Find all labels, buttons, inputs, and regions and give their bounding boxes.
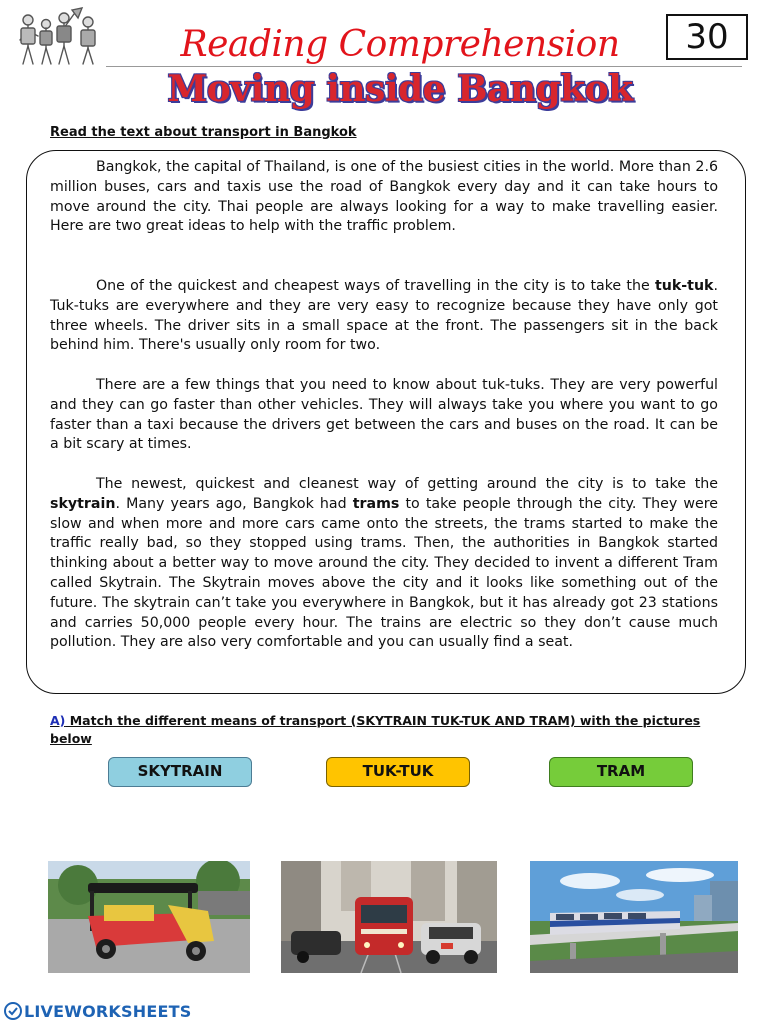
- paragraph-2-text-b: . Tuk-tuks are everywhere and they are very easy to recognize because they have only got three wheels. The driver sits in a small space at the front. The passengers sit in the back behind him. There's usually only room for two.: [50, 278, 718, 354]
- skytrain-label[interactable]: SKYTRAIN: [108, 757, 252, 787]
- skytrain-photo[interactable]: [530, 861, 738, 973]
- tram-label[interactable]: TRAM: [549, 757, 693, 787]
- keyword-skytrain: skytrain: [50, 495, 116, 512]
- keyword-tuk-tuk: tuk-tuk: [654, 278, 714, 294]
- tuk-tuk-photo[interactable]: [48, 861, 250, 973]
- keyword-trams: trams: [352, 495, 400, 512]
- page-title: Reading Comprehension: [180, 24, 620, 65]
- paragraph-4-text-b: . Many years ago, Bangkok had: [115, 495, 353, 512]
- page-subtitle: Moving inside Bangkok: [167, 68, 633, 110]
- liveworksheets-logo: [4, 1001, 191, 1023]
- paragraph-4-text-a: The newest, quickest and cleanest way of getting around the city is to take the: [96, 476, 718, 492]
- brand-name: LIVEWORKSHEETS: [24, 1002, 192, 1021]
- paragraph-2: [50, 277, 718, 356]
- reading-instruction: Read the text about transport in Bangkok: [50, 125, 357, 140]
- liveworksheets-icon: [4, 1002, 22, 1020]
- question-letter: A): [50, 713, 66, 728]
- paragraph-4: [50, 475, 718, 653]
- tram-photo[interactable]: [281, 861, 497, 973]
- question-text: Match the different means of transport (SKYTRAIN TUK-TUK AND TRAM) with the pictures below: [50, 713, 701, 746]
- tuk-tuk-label[interactable]: TUK-TUK: [326, 757, 470, 787]
- paragraph-1-text: Bangkok, the capital of Thailand, is one of the busiest cities in the world. More than 2.6 million buses, cars and taxis use the road of Bangkok every day and it can take hours to move around the city. Thai people are always looking for a way to make travelling easier. Here are two great ideas to help with the traffic problem.: [50, 159, 718, 235]
- paragraph-4-text-c: to take people through the city. They were slow and when more and more cars came onto the streets, the trams started to make the traffic really bad, so they stopped using trams. Then, the authorities in Bangkok started thinking about a better way to move around the city. They decided to invent a different Tram called Skytrain. The Skytrain moves above the city and it looks like something out of the future. The skytrain can’t take you everywhere in Bangkok, but it has already got 23 stations and carries 50,000 people every hour. The trains are electric so they don’t cause much pollution. They are also very comfortable and you can usually find a seat.: [50, 495, 719, 651]
- question-a: [50, 712, 720, 748]
- paragraph-3: [50, 376, 718, 455]
- paragraph-3-text: There are a few things that you need to know about tuk-tuks. They are very powerful and they can go faster than other vehicles. They will always take you where you want to go faster than a taxi because the drivers get between the cars and buses on the road. It can be a bit scary at times.: [50, 377, 718, 453]
- page-number: 30: [666, 14, 748, 60]
- header-divider: [106, 66, 742, 67]
- paragraph-1: [50, 158, 718, 237]
- paragraph-2-text-a: One of the quickest and cheapest ways of travelling in the city is to take the: [96, 278, 655, 294]
